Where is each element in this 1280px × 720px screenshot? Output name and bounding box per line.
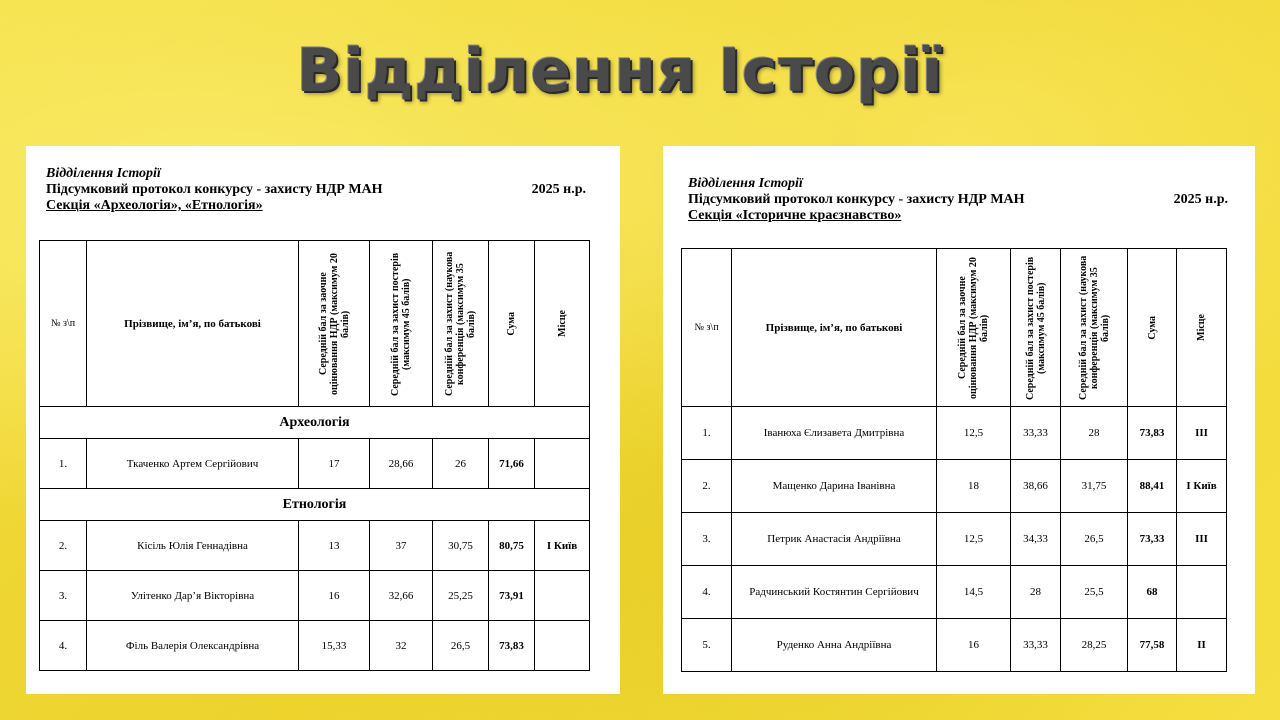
results-table	[39, 240, 590, 671]
col-header-poster-score: Середній бал за захист постерів (максимум 45 балів)	[1011, 249, 1061, 407]
row-conference-score: 28	[1061, 407, 1128, 460]
protocol-text: Підсумковий протокол конкурсу - захисту НДР МАН	[688, 192, 1025, 207]
row-poster-score: 32	[370, 621, 433, 671]
row-name: Руденко Анна Андріївна	[732, 619, 937, 672]
row-name: Мащенко Дарина Іванівна	[732, 460, 937, 513]
row-sum: 73,91	[489, 571, 535, 621]
row-remote-score: 14,5	[937, 566, 1011, 619]
col-header-sum: Сума	[489, 241, 535, 407]
col-header-remote-score: Середній бал за заочне оцінювання НДР (максимум 20 балів)	[299, 241, 370, 407]
protocol-card-archaeology-ethnology	[26, 146, 620, 694]
col-header-conference-score: Середній бал за захист (наукова конференція (максимум 35 балів)	[1061, 249, 1128, 407]
department-label: Відділення Історії	[688, 176, 803, 191]
row-sum: 88,41	[1128, 460, 1177, 513]
row-remote-score: 17	[299, 439, 370, 489]
group-row-ethnology	[40, 489, 590, 521]
protocol-title	[688, 192, 1228, 208]
table-row	[682, 619, 1227, 672]
row-number: 1.	[682, 407, 732, 460]
table-row	[682, 566, 1227, 619]
row-remote-score: 13	[299, 521, 370, 571]
table-row	[40, 521, 590, 571]
col-header-sum: Сума	[1128, 249, 1177, 407]
row-number: 3.	[40, 571, 87, 621]
row-number: 2.	[40, 521, 87, 571]
row-sum: 71,66	[489, 439, 535, 489]
row-sum: 80,75	[489, 521, 535, 571]
results-table	[681, 248, 1227, 672]
col-header-number: № з\п	[682, 249, 732, 407]
row-name: Філь Валерія Олександрівна	[87, 621, 299, 671]
row-conference-score: 28,25	[1061, 619, 1128, 672]
row-conference-score: 26,5	[433, 621, 489, 671]
row-number: 3.	[682, 513, 732, 566]
row-conference-score: 25,5	[1061, 566, 1128, 619]
row-place: І Київ	[535, 521, 590, 571]
department-label: Відділення Історії	[46, 166, 161, 181]
row-remote-score: 16	[937, 619, 1011, 672]
row-sum: 73,83	[1128, 407, 1177, 460]
table-row	[682, 513, 1227, 566]
row-poster-score: 33,33	[1011, 407, 1061, 460]
row-conference-score: 26,5	[1061, 513, 1128, 566]
academic-year: 2025 н.р.	[531, 182, 586, 197]
row-conference-score: 26	[433, 439, 489, 489]
row-number: 4.	[682, 566, 732, 619]
row-remote-score: 16	[299, 571, 370, 621]
table-row	[40, 621, 590, 671]
row-poster-score: 28,66	[370, 439, 433, 489]
col-header-conference-score: Середній бал за захист (наукова конференція (максимум 35 балів)	[433, 241, 489, 407]
table-header-row	[682, 249, 1227, 407]
row-number: 2.	[682, 460, 732, 513]
row-name: Радчинський Костянтин Сергійович	[732, 566, 937, 619]
col-header-number: № з\п	[40, 241, 87, 407]
protocol-card-local-history	[663, 146, 1255, 694]
row-conference-score: 25,25	[433, 571, 489, 621]
row-sum: 77,58	[1128, 619, 1177, 672]
row-poster-score: 34,33	[1011, 513, 1061, 566]
table-row	[40, 571, 590, 621]
row-place	[535, 571, 590, 621]
row-name: Улітенко Дар’я Вікторівна	[87, 571, 299, 621]
academic-year: 2025 н.р.	[1173, 192, 1228, 207]
row-remote-score: 12,5	[937, 407, 1011, 460]
row-number: 4.	[40, 621, 87, 671]
row-sum: 68	[1128, 566, 1177, 619]
row-poster-score: 32,66	[370, 571, 433, 621]
row-remote-score: 12,5	[937, 513, 1011, 566]
col-header-poster-score: Середній бал за захист постерів (максимум 45 балів)	[370, 241, 433, 407]
row-poster-score: 37	[370, 521, 433, 571]
section-label: Секція «Археологія», «Етнологія»	[46, 198, 263, 213]
row-place	[535, 621, 590, 671]
row-place: ІІІ	[1177, 407, 1227, 460]
col-header-name: Прізвище, ім’я, по батькові	[87, 241, 299, 407]
table-row	[682, 460, 1227, 513]
row-sum: 73,83	[489, 621, 535, 671]
row-poster-score: 28	[1011, 566, 1061, 619]
slide-title: Відділення Історії	[296, 36, 944, 106]
group-label: Етнологія	[40, 489, 590, 521]
protocol-text: Підсумковий протокол конкурсу - захисту НДР МАН	[46, 182, 383, 197]
protocol-title	[46, 182, 586, 198]
row-conference-score: 31,75	[1061, 460, 1128, 513]
row-remote-score: 18	[937, 460, 1011, 513]
row-place: ІІІ	[1177, 513, 1227, 566]
row-place	[535, 439, 590, 489]
group-label: Археологія	[40, 407, 590, 439]
protocol-header	[46, 166, 586, 214]
col-header-place: Місце	[535, 241, 590, 407]
row-number: 1.	[40, 439, 87, 489]
row-place: І Київ	[1177, 460, 1227, 513]
row-name: Кісіль Юлія Геннадівна	[87, 521, 299, 571]
row-name: Петрик Анастасія Андріївна	[732, 513, 937, 566]
col-header-name: Прізвище, ім’я, по батькові	[732, 249, 937, 407]
row-name: Ткаченко Артем Сергійович	[87, 439, 299, 489]
section-label: Секція «Історичне краєзнавство»	[688, 208, 902, 223]
row-name: Іванюха Єлизавета Дмитрівна	[732, 407, 937, 460]
table-row	[40, 439, 590, 489]
table-row	[682, 407, 1227, 460]
table-header-row	[40, 241, 590, 407]
col-header-remote-score: Середній бал за заочне оцінювання НДР (максимум 20 балів)	[937, 249, 1011, 407]
group-row-archaeology	[40, 407, 590, 439]
row-remote-score: 15,33	[299, 621, 370, 671]
row-place: ІІ	[1177, 619, 1227, 672]
row-poster-score: 38,66	[1011, 460, 1061, 513]
row-number: 5.	[682, 619, 732, 672]
row-sum: 73,33	[1128, 513, 1177, 566]
protocol-header	[688, 176, 1228, 224]
row-place	[1177, 566, 1227, 619]
row-conference-score: 30,75	[433, 521, 489, 571]
col-header-place: Місце	[1177, 249, 1227, 407]
row-poster-score: 33,33	[1011, 619, 1061, 672]
